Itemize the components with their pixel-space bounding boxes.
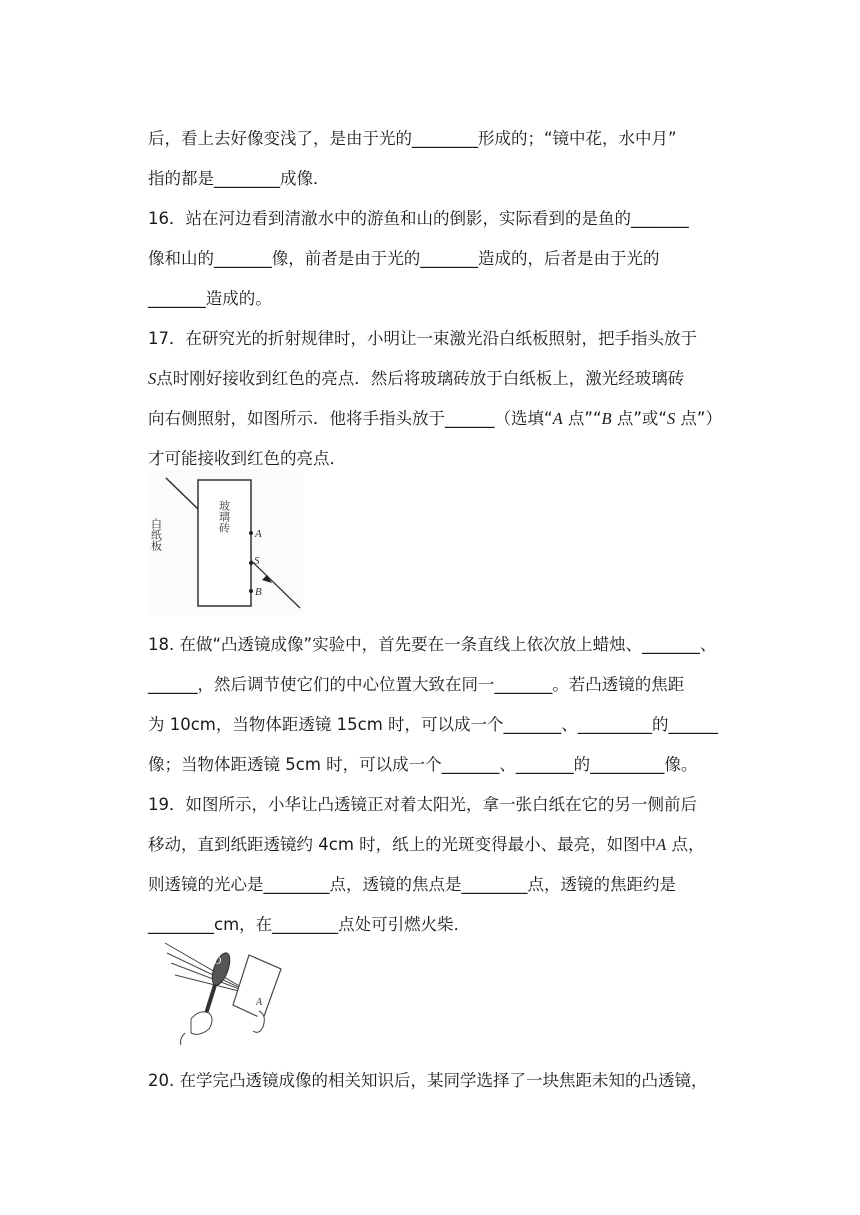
text-line: 向右侧照射，如图所示．他将手指头放于______（选填“A 点”“B 点”或“S 点”） [148,409,722,428]
letter-a: A [656,835,667,854]
text-line: 后，看上去好像变浅了，是由于光的________形成的；“镜中花，水中月” [148,129,677,148]
text-line: ________cm，在________点处可引燃火柴． [148,915,471,934]
text-line: 才可能接收到红色的亮点． [148,449,346,468]
label-glass: 玻璃砖 [217,500,231,533]
text-line: 则透镜的光心是________点，透镜的焦点是________点，透镜的焦距约是 [148,875,676,894]
text-line: 为 10cm，当物体距透镜 15cm 时，可以成一个_______、_________的______ [148,715,719,734]
label-o: O [214,956,222,967]
text-line: 像和山的_______像，前者是由于光的_______造成的，后者是由于光的 [148,249,660,268]
question-16: 16．站在河边看到清澈水中的游鱼和山的倒影，实际看到的是鱼的_______ [148,209,689,228]
text-line: 移动，直到纸距透镜约 4cm 时，纸上的光斑变得最小、最亮，如图中A 点， [148,835,705,854]
letter-s: S [148,369,157,388]
question-20: 20. 在学完凸透镜成像的相关知识后，某同学选择了一块焦距未知的凸透镜， [148,1071,708,1090]
question-19: 19．如图所示，小华让凸透镜正对着太阳光，拿一张白纸在它的另一侧前后 [148,795,697,814]
label-board: 白纸板 [149,518,163,551]
letter-a: A [552,409,563,428]
question-18: 18. 在做“凸透镜成像”实验中，首先要在一条直线上依次放上蜡烛、_______、 [148,635,717,654]
text-line: 指的都是________成像． [148,169,330,188]
question-17: 17．在研究光的折射规律时，小明让一束激光沿白纸板照射，把手指头放于 [148,329,697,348]
label-s: S [254,555,260,567]
text-line: 像；当物体距透镜 5cm 时，可以成一个_______、_______的_________像。 [148,755,698,774]
label-a: A [256,997,263,1008]
text-line: ______，然后调节使它们的中心位置大致在同一_______。若凸透镜的焦距 [148,675,685,694]
figure-convex-lens [163,935,291,1045]
label-b: B [255,586,262,598]
text-line: _______造成的。 [148,289,272,308]
letter-b: B [601,409,612,428]
letter-s: S [666,409,676,428]
text-line: S点时刚好接收到红色的亮点．然后将玻璃砖放于白纸板上，激光经玻璃砖 [148,369,685,388]
figure-glass-brick [148,470,304,616]
label-a: A [255,528,262,540]
